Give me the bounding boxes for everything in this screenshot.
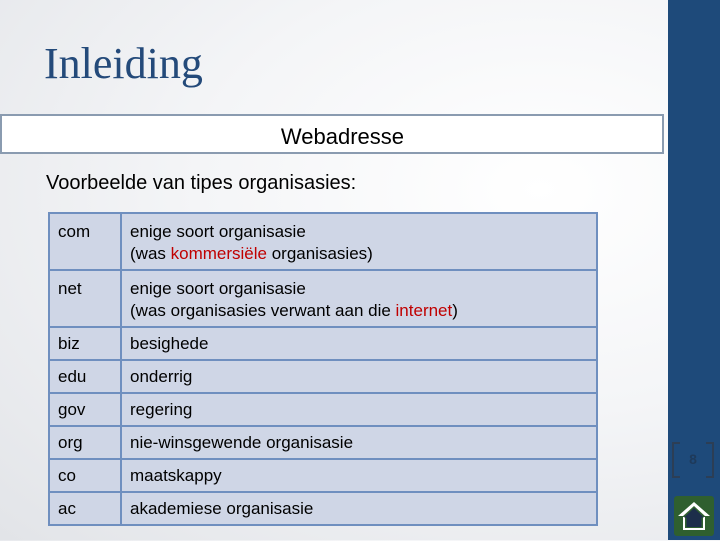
domain-code: co	[49, 459, 121, 492]
description-line-suffix: )	[452, 301, 458, 320]
table-row	[49, 492, 597, 525]
table-row	[49, 459, 597, 492]
domain-code: org	[49, 426, 121, 459]
domain-description: nie-winsgewende organisasie	[121, 426, 597, 459]
domain-description	[121, 213, 597, 270]
table-row	[49, 360, 597, 393]
page-number: 8	[689, 451, 697, 467]
domain-description: maatskappy	[121, 459, 597, 492]
description-line: enige soort organisasie	[130, 279, 306, 298]
domain-code: edu	[49, 360, 121, 393]
highlighted-word: internet	[395, 301, 453, 320]
domain-code: biz	[49, 327, 121, 360]
table-row	[49, 327, 597, 360]
description-line-prefix: (was	[130, 244, 171, 263]
domain-description: besighede	[121, 327, 597, 360]
lead-text: Voorbeelde van tipes organisasies:	[46, 172, 357, 194]
domain-description: akademiese organisasie	[121, 492, 597, 525]
domain-code: ac	[49, 492, 121, 525]
table-row	[49, 393, 597, 426]
description-line: enige soort organisasie	[130, 222, 306, 241]
table-row	[49, 270, 597, 327]
slide-title: Inleiding	[44, 39, 203, 88]
table-row	[49, 426, 597, 459]
domain-code: gov	[49, 393, 121, 426]
description-line-prefix: (was organisasies verwant aan die	[130, 301, 396, 320]
domain-description: onderrig	[121, 360, 597, 393]
highlighted-word: kommersiële	[170, 244, 267, 263]
domain-description	[121, 270, 597, 327]
home-button[interactable]	[674, 496, 714, 536]
domain-description: regering	[121, 393, 597, 426]
slide-subtitle: Webadresse	[280, 124, 404, 149]
domain-table	[48, 212, 598, 526]
subtitle-box	[0, 114, 664, 154]
description-line-suffix: organisasies)	[266, 244, 373, 263]
domain-code: net	[49, 270, 121, 327]
table-row	[49, 213, 597, 270]
domain-code: com	[49, 213, 121, 270]
home-icon	[674, 496, 714, 536]
